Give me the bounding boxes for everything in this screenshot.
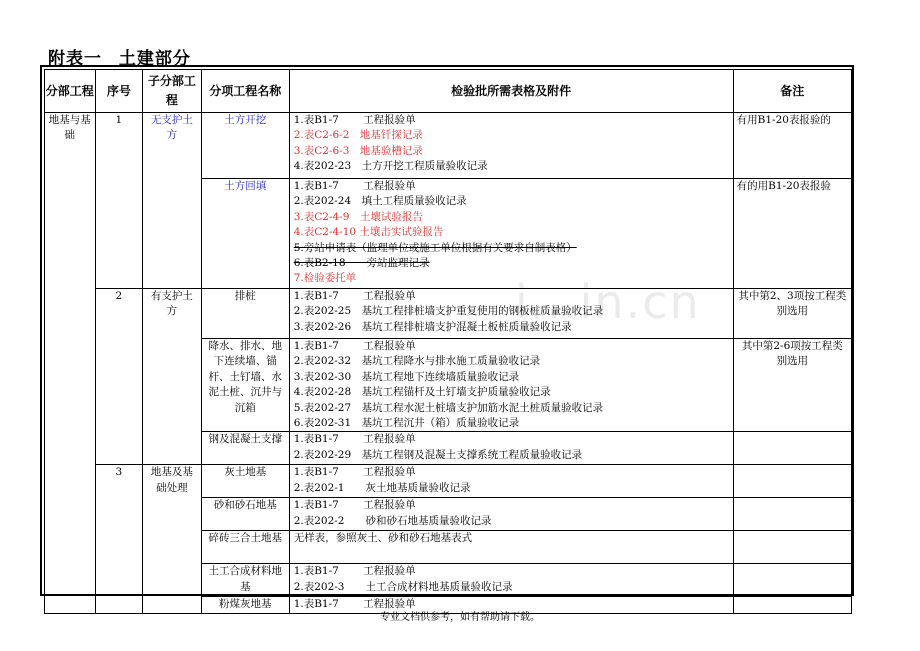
form-line: 1.表B1-7 工程报验单 [293,180,416,192]
seq-cell: 3 [95,465,143,614]
forms-cell [289,179,733,289]
acceptance-form-table [40,65,854,611]
remark-cell [733,465,851,498]
form-line: 2.表202-32 基坑工程降水与排水施工质量验收记录 [293,355,541,368]
item-cell: 降水、排水、地下连续墙、锚杆、土钉墙、水泥土桩、沉井与沉箱 [201,339,289,432]
forms-cell [289,113,733,179]
forms-cell [289,432,733,465]
header-remark: 备注 [733,70,851,113]
item-cell: 碎砖三合土地基 [201,531,289,564]
form-line: 2.表202-1 灰土地基质量验收记录 [293,481,471,494]
form-line: 2.表202-24 填土工程质量验收记录 [293,195,467,208]
form-line: 1.表B1-7 工程报验单 [293,290,416,302]
subpart-cell: 有支护土方 [143,289,202,465]
remark-cell [733,432,851,465]
form-line: 1.表B1-7 工程报验单 [293,565,416,578]
form-line: 1.表B1-7 工程报验单 [293,114,416,126]
remark-cell [733,531,851,564]
form-line: 6.表B2-18 旁站监理记录 [293,257,430,270]
footer-note: 专业文档供参考，如有帮助请下载。 [380,612,540,623]
form-line: 4.表202-28 基坑工程锚杆及土钉墙支护质量验收记录 [293,386,551,399]
subpart-cell: 无支护土方 [143,113,202,289]
form-line: 3.表202-30 基坑工程地下连续墙质量验收记录 [293,370,520,383]
form-line: 2.表C2-6-2 地基钎探记录 [293,129,423,142]
part-cell: 地基与基础 [45,113,96,614]
item-cell: 灰土地基 [201,465,289,498]
header-forms: 检验批所需表格及附件 [289,70,733,113]
form-line: 1.表B1-7 工程报验单 [293,598,416,611]
form-line: 3.表202-26 基坑工程排桩墙支护混凝土板桩质量验收记录 [293,320,572,333]
forms-cell [289,531,733,564]
form-line: 7.检验委托单 [293,272,357,285]
title-appendix: 附表一 [48,49,102,69]
forms-cell [289,465,733,498]
remark-cell [733,564,851,597]
forms-cell [289,564,733,597]
form-line: 4.表202-23 土方开挖工程质量验收记录 [293,160,488,173]
table-row [45,113,852,179]
forms-cell [289,498,733,531]
table [44,69,852,614]
form-line: 1.表B1-7 工程报验单 [293,466,416,479]
form-line: 3.表C2-4-9 土壤试验报告 [293,210,423,223]
title-section: 土建部分 [118,49,191,69]
item-cell: 钢及混凝土支撑 [201,432,289,465]
watermark: i...in.cn [515,275,701,329]
header-seq: 序号 [95,70,143,113]
forms-cell [289,339,733,432]
item-cell: 粉煤灰地基 [201,597,289,614]
item-cell: 土方开挖 [201,113,289,179]
form-line: 5.表202-27 基坑工程水泥土桩墙支护加筋水泥土桩质量验收记录 [293,401,604,414]
header-part: 分部工程 [45,70,96,113]
form-line: 3.表C2-6-3 地基验槽记录 [293,144,423,157]
form-line: 2.表202-3 土工合成材料地基质量验收记录 [293,580,513,593]
item-cell: 土方回填 [201,179,289,289]
item-cell: 砂和砂石地基 [201,498,289,531]
seq-cell: 2 [95,289,143,465]
form-line: 2.表202-2 砂和砂石地基质量验收记录 [293,514,492,527]
form-line: 2.表202-29 基坑工程钢及混凝土支撑系统工程质量验收记录 [293,448,583,461]
remark-cell: 有的用B1-20表报验 [733,179,851,289]
subpart-cell: 地基及基础处理 [143,465,202,614]
seq-cell: 1 [95,113,143,289]
form-line: 5.旁站申请表（监理单位或施工单位根据有关要求自制表格） [293,241,577,254]
header-subpart: 子分部工 程 [143,70,202,113]
header-row [45,70,852,113]
form-line: 6.表202-31 基坑工程沉井（箱）质量验收记录 [293,417,520,430]
form-line: 1.表B1-7 工程报验单 [293,433,416,446]
remark-cell [733,498,851,531]
item-cell: 土工合成材料地基 [201,564,289,597]
form-line: 2.表202-25 基坑工程排桩墙支护重复使用的钢板桩质量验收记录 [293,305,604,318]
forms-cell [289,289,733,339]
table-row [45,465,852,498]
item-cell: 排桩 [201,289,289,339]
remark-cell: 有用B1-20表报验的 [733,113,851,179]
header-item: 分项工程名称 [201,70,289,113]
form-line: 1.表B1-7 工程报验单 [293,499,416,512]
form-line: 4.表C2-4-10 土壤击实试验报告 [293,226,444,239]
table-row [45,289,852,339]
remark-cell: 其中第2、3项按工程类别选用 [733,289,851,339]
form-line: 1.表B1-7 工程报验单 [293,340,416,352]
remark-cell: 其中第2-6项按工程类别选用 [733,339,851,432]
form-line: 无样表，参照灰土、砂和砂石地基表式 [293,532,473,545]
